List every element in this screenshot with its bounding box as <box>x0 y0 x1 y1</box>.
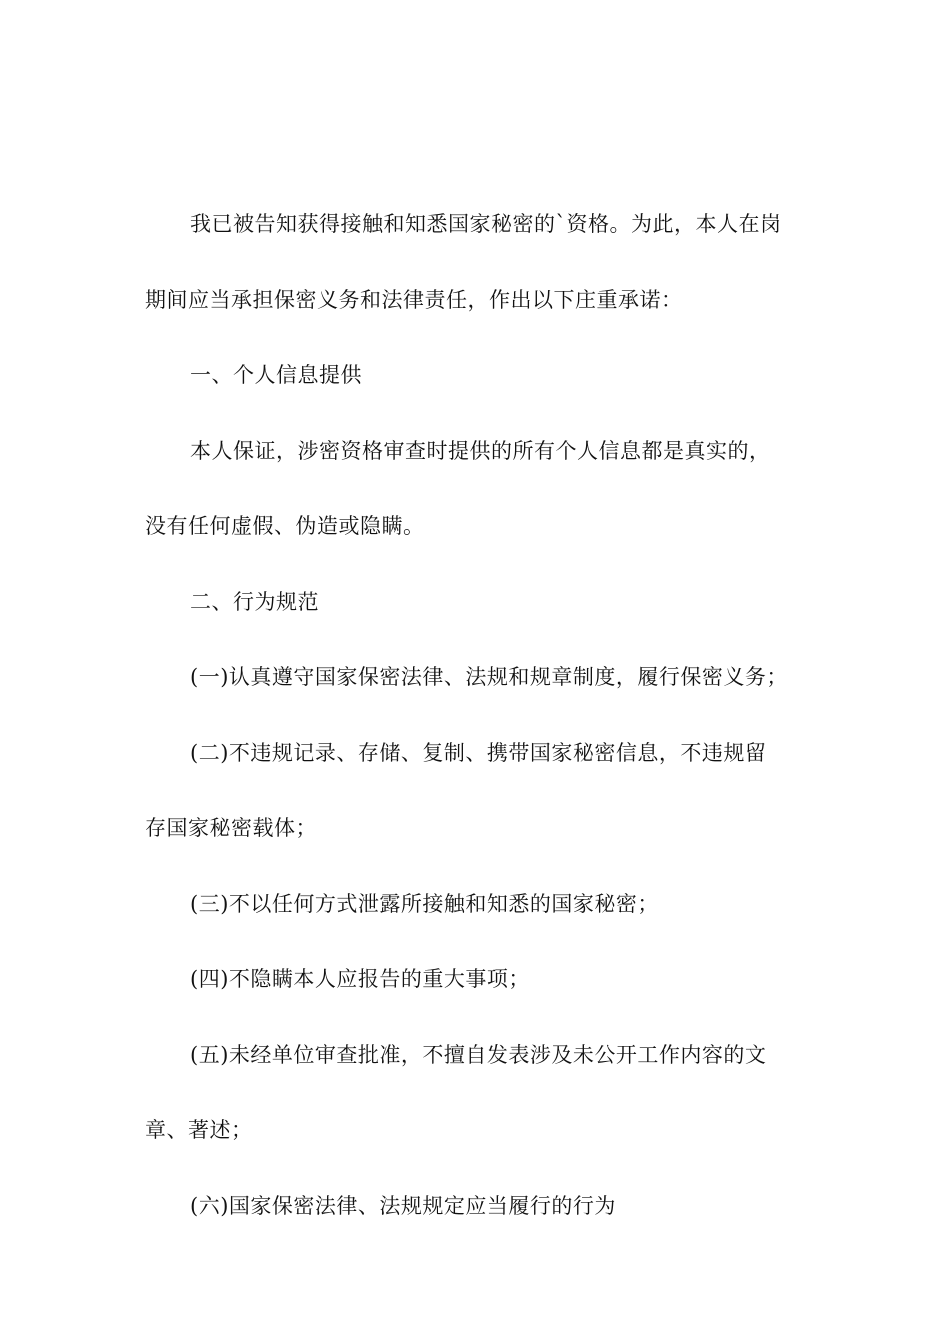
paragraph-line: 期间应当承担保密义务和法律责任，作出以下庄重承诺： <box>145 287 683 312</box>
paragraph-line: 没有任何虚假、伪造或隐瞒。 <box>145 514 425 538</box>
paragraph-line: 我已被告知获得接触和知悉国家秘密的`资格。为此，本人在岗 <box>190 212 782 236</box>
list-item-continuation: 章、著述； <box>145 1118 253 1142</box>
section-heading: 二、行为规范 <box>190 589 319 614</box>
paragraph-line: 本人保证，涉密资格审查时提供的所有个人信息都是真实的， <box>190 438 771 463</box>
document-body <box>145 204 810 1261</box>
list-item: (五)未经单位审查批准，不擅自发表涉及未公开工作内容的文 <box>190 1042 767 1067</box>
section-heading: 一、个人信息提供 <box>190 363 362 387</box>
list-item: (二)不违规记录、存储、复制、携带国家秘密信息，不违规留 <box>190 740 767 765</box>
list-item: (四)不隐瞒本人应报告的重大事项； <box>190 967 530 991</box>
list-item: (一)认真遵守国家保密法律、法规和规章制度，履行保密义务； <box>190 665 788 689</box>
list-item: (三)不以任何方式泄露所接触和知悉的国家秘密； <box>190 891 659 916</box>
list-item-continuation: 存国家秘密载体； <box>145 816 317 840</box>
list-item: (六)国家保密法律、法规规定应当履行的行为 <box>190 1193 616 1218</box>
